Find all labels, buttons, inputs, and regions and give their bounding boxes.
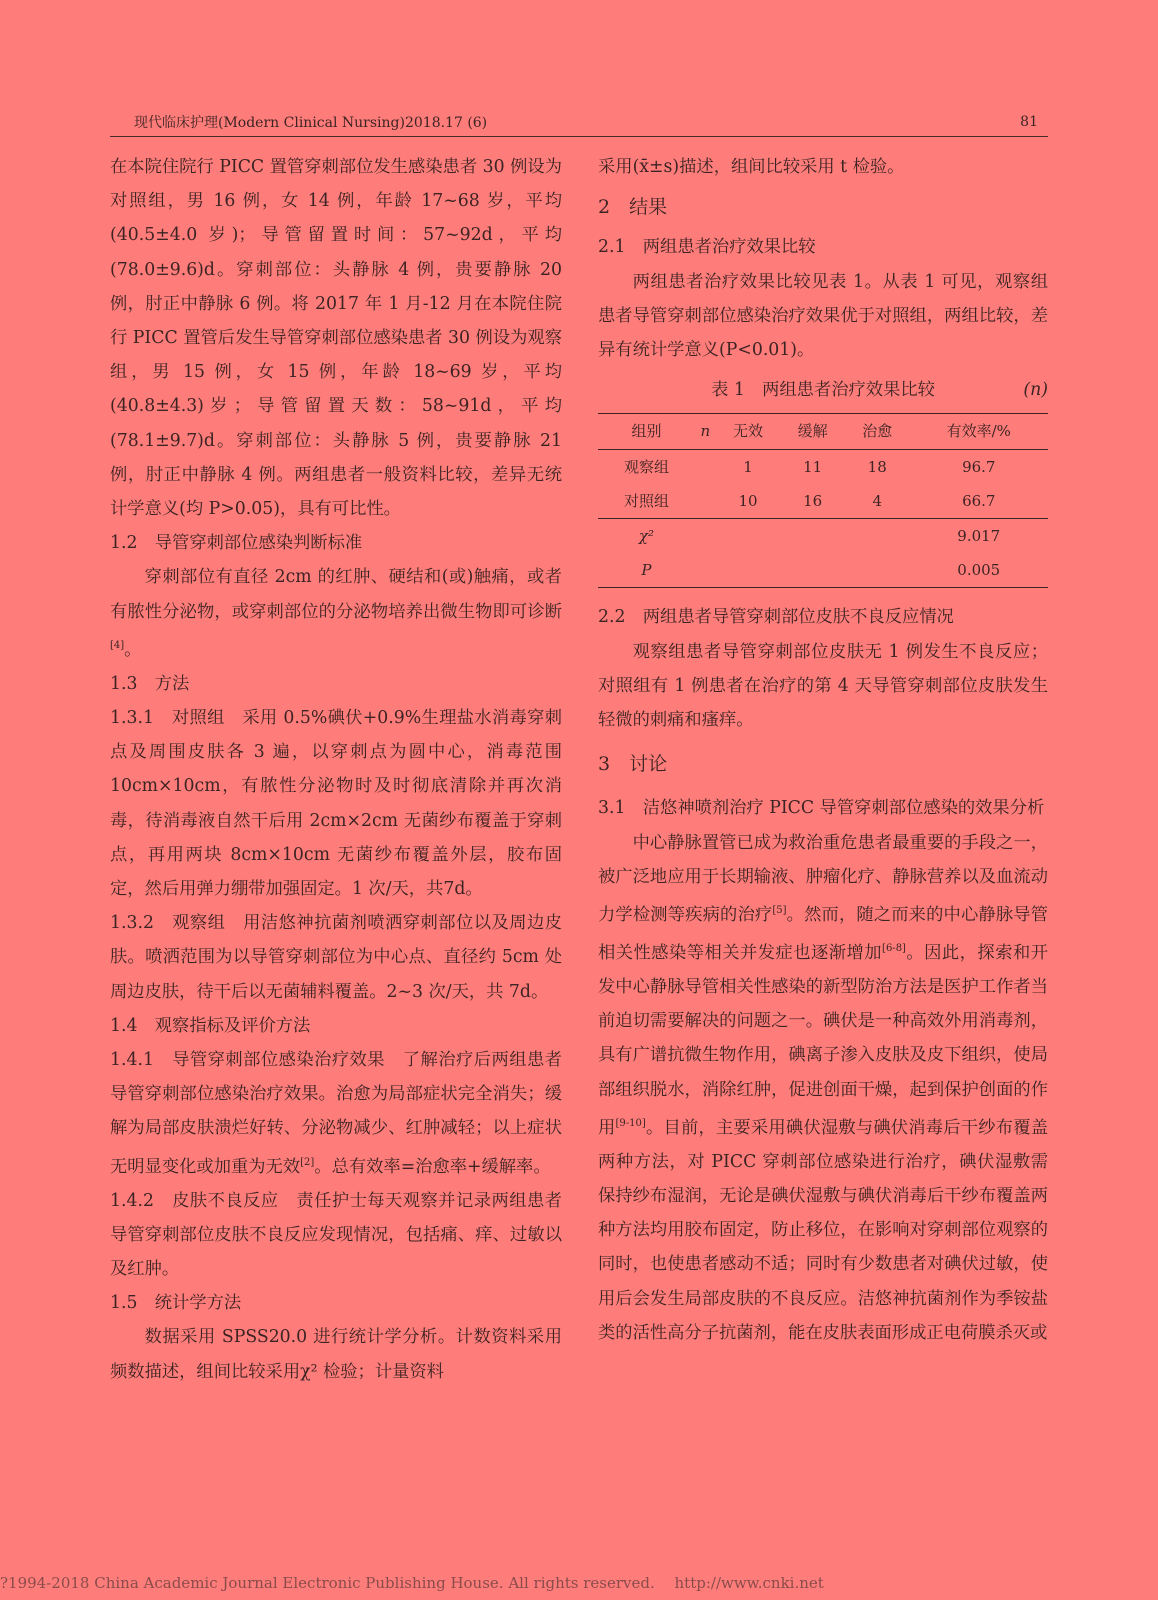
page-header: [110, 112, 1048, 134]
subsection: 1.4.2 皮肤不良反应 责任护士每天观察并记录两组患者导管穿刺部位皮肤不良反应发现情况，包括痛、痒、过敏以及红肿。: [110, 1190, 562, 1280]
results-table: [598, 373, 1048, 588]
paragraph: 采用(x̄±s)描述，组间比较采用 t 检验。: [598, 157, 905, 177]
left-column: [110, 150, 562, 1389]
header-rule: [110, 136, 1048, 137]
paragraph: 两组患者治疗效果比较见表 1。从表 1 可见，观察组患者导管穿刺部位感染治疗效果优于对照组，两组比较，差异有统计学意义(P<0.01)。: [598, 271, 1048, 361]
section-heading: 1.4 观察指标及评价方法: [110, 1015, 311, 1036]
section-heading: 1.5 统计学方法: [110, 1293, 242, 1314]
copyright-footer: ?1994-2018 China Academic Journal Electronic Publishing House. All rights reserved. http://www.cnki.net: [0, 1574, 824, 1592]
subsection: 1.3.2 观察组 用洁悠神抗菌剂喷洒穿刺部位以及周边皮肤。喷洒范围为以导管穿刺部位为中心点、直径约 5cm 处周边皮肤，待干后以无菌辅料覆盖。2~3 次/天，共 7d。: [110, 913, 562, 1002]
section-heading: 1.2 导管穿刺部位感染判断标准: [110, 533, 363, 554]
citation: [9-10]: [615, 1117, 646, 1129]
section-title: 2 结果: [598, 196, 668, 219]
citation: [5]: [772, 905, 787, 917]
right-column: [598, 150, 1048, 1350]
table-row: 观察组 1 11 18 96.7: [623, 457, 996, 476]
table-unit: (n): [1023, 380, 1048, 401]
table-header-row: 组别 n 无效 缓解 治愈 有效率/%: [598, 414, 1048, 449]
table-stat-row: χ² 9.017: [598, 519, 1048, 554]
journal-title: 现代临床护理(Modern Clinical Nursing)2018.17 (6): [134, 115, 488, 131]
citation: [6-8]: [882, 943, 906, 955]
table-row: 对照组 10 16 4 66.7: [623, 491, 996, 510]
paragraph: 中心静脉置管已成为救治重危患者最重要的手段之一，被广泛地应用于长期输液、肿瘤化疗、静脉营养以及血流动力学检测等疾病的治疗[5]。然而，随之而来的中心静脉导管相关性感染等相关并发症也逐渐增加[6-8]。因此，探索和开发中心静脉导管相关性感染的新型防治方法是医护工作者当前迫切需要解决的问题之一。碘伏是一种高效外用消毒剂，具有广谱抗微生物作用，碘离子渗入皮肤及皮下组织，使局部组织脱水，消除红肿，促进创面干燥，起到保护创面的作用[9-10]。目前，主要采用碘伏湿敷与碘伏消毒后干纱布覆盖两种方法，对 PICC 穿刺部位感染进行治疗，碘伏湿敷需保持纱布湿润，无论是碘伏湿敷与碘伏消毒后干纱布覆盖两种方法均用胶布固定，防止移位，在影响对穿刺部位观察的同时，也使患者感动不适；同时有少数患者对碘伏过敏，使用后会发生局部皮肤的不良反应。洁悠神抗菌剂作为季铵盐类的活性高分子抗菌剂，能在皮肤表面形成正电荷膜杀灭或: [598, 832, 1048, 1343]
table-caption: 表 1 两组患者治疗效果比较 (n): [598, 373, 1048, 407]
paragraph: 穿刺部位有直径 2cm 的红肿、硬结和(或)触痛，或者有脓性分泌物，或穿刺部位的分泌物培养出微生物即可诊断[4]。: [110, 567, 562, 660]
citation: [4]: [110, 639, 125, 651]
paragraph: 观察组患者导管穿刺部位皮肤无 1 例发生不良反应；对照组有 1 例患者在治疗的第 4 天导管穿刺部位皮肤发生轻微的刺痛和瘙痒。: [598, 641, 1048, 731]
table-stat-row: P 0.005: [598, 553, 1048, 588]
section-heading: 2.2 两组患者导管穿刺部位皮肤不良反应情况: [598, 607, 954, 628]
subsection: 1.4.1 导管穿刺部位感染治疗效果 了解治疗后两组患者导管穿刺部位感染治疗效果。治愈为局部症状完全消失；缓解为局部皮肤溃烂好转、分泌物减少、红肿减轻；以上症状无明显变化或加重为无效[2]。总有效率=治愈率+缓解率。: [110, 1050, 562, 1177]
page-number: 81: [1020, 114, 1038, 130]
paragraph: 数据采用 SPSS20.0 进行统计学分析。计数资料采用频数描述，组间比较采用χ² 检验；计量资料: [110, 1327, 562, 1382]
section-heading: 3.1 洁悠神喷剂治疗 PICC 导管穿刺部位感染的效果分析: [598, 798, 1045, 819]
section-title: 3 讨论: [598, 753, 668, 776]
paragraph: 在本院住院行 PICC 置管穿刺部位发生感染患者 30 例设为对照组，男 16 例，女 14 例，年龄 17~68 岁，平均(40.5±4.0 岁)；导管留置时间：57~92d，平均(78.0±9.6)d。穿刺部位：头静脉 4 例，贵要静脉 20 例，肘正中静脉 6 例。将 2017 年 1 月-12 月在本院住院行 PICC 置管后发生导管穿刺部位感染患者 30 例设为观察组，男 15 例，女 15 例，年龄 18~69 岁，平均(40.8±4.3)岁；导管留置天数：58~91d，平均(78.1±9.7)d。穿刺部位：头静脉 5 例，贵要静脉 21 例，肘正中静脉 4 例。两组患者一般资料比较，差异无统计学意义(均 P>0.05)，具有可比性。: [110, 157, 562, 520]
section-heading: 2.1 两组患者治疗效果比较: [598, 237, 816, 258]
citation: [2]: [300, 1156, 315, 1168]
subsection: 1.3.1 对照组 采用 0.5%碘伏+0.9%生理盐水消毒穿刺点及周围皮肤各 3 遍，以穿刺点为圆中心，消毒范围 10cm×10cm，有脓性分泌物时及时彻底清除并再次消毒，待消毒液自然干后用 2cm×2cm 无菌纱布覆盖于穿刺点，再用两块 8cm×10cm 无菌纱布覆盖外层，胶布固定，然后用弹力绷带加强固定。1 次/天，共7d。: [110, 708, 562, 900]
section-heading: 1.3 方法: [110, 673, 190, 694]
